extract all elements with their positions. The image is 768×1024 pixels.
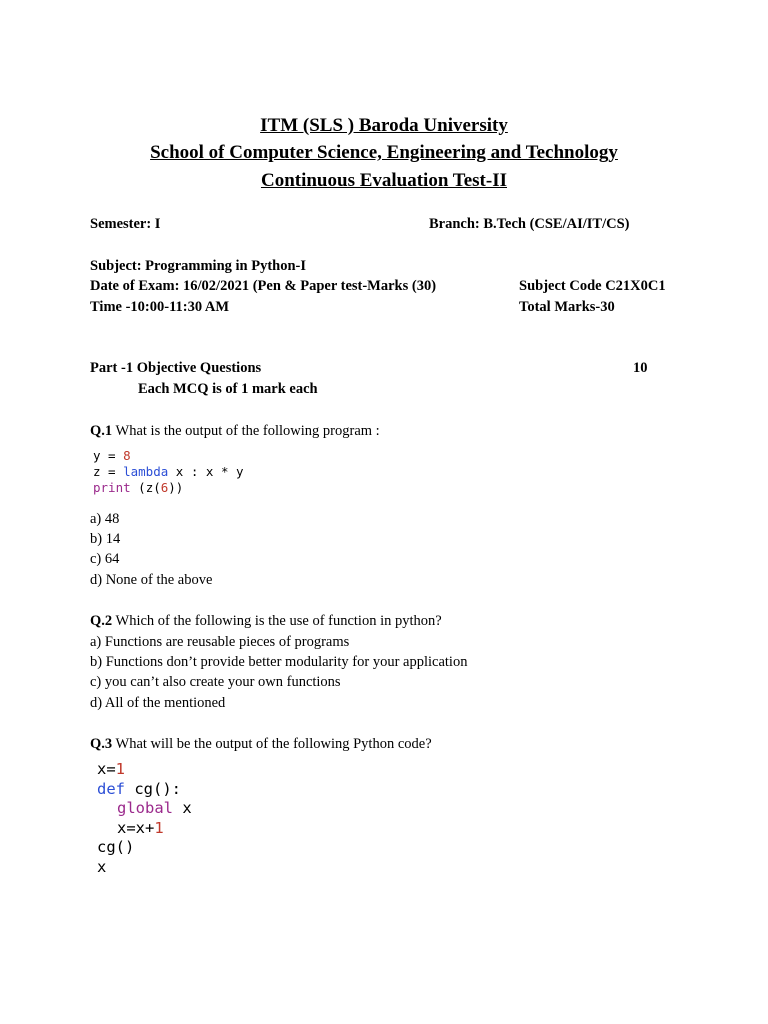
option-a: a) 48 [90,511,120,527]
subject-label: Subject: Programming in Python-I [90,258,307,274]
time-label: Time -10:00-11:30 AM [90,299,230,315]
code-line: x=1 [97,760,126,778]
question-text: Which of the following is the use of function in python? [112,613,442,629]
university-title: ITM (SLS ) Baroda University [260,115,508,136]
total-marks-label: Total Marks-30 [519,299,615,315]
code-line: global x [117,799,192,817]
option-d: d) None of the above [90,572,213,588]
option-a: a) Functions are reusable pieces of programs [90,634,350,650]
code-line: x=x+1 [117,818,164,837]
question-number: Q.2 [90,613,113,629]
question-2 [90,613,442,630]
option-b: b) 14 [90,531,121,547]
branch-label: Branch: B.Tech (CSE/AI/IT/CS) [429,216,630,232]
school-title: School of Computer Science, Engineering and Technology [150,142,618,163]
code-line: x [97,857,107,876]
part1-title: Part -1 Objective Questions [90,360,262,376]
question-text: What is the output of the following program : [112,423,380,439]
subject-code-label: Subject Code C21X0C1 [519,278,666,294]
semester-label: Semester: I [90,216,161,232]
code-block-q3 [97,760,192,877]
question-3 [90,736,432,753]
part1-marks: 10 [633,360,648,376]
exam-date-label: Date of Exam: 16/02/2021 (Pen & Paper test-Marks (30) [90,278,437,294]
code-line: y = 8 [93,448,131,463]
option-d: d) All of the mentioned [90,695,226,711]
option-c: c) you can’t also create your own functions [90,674,341,690]
question-1 [90,423,380,440]
code-line: z = lambda x : x * y [93,464,244,479]
code-line: cg() [97,838,135,856]
question-number: Q.1 [90,423,113,439]
question-text: What will be the output of the following Python code? [112,736,432,752]
code-block-q1 [93,448,244,496]
code-line: def cg(): [97,779,181,798]
code-line: print (z(6)) [93,480,184,495]
question-number: Q.3 [90,736,113,752]
option-b: b) Functions don’t provide better modularity for your application [90,654,468,670]
part1-note: Each MCQ is of 1 mark each [138,381,318,397]
option-c: c) 64 [90,551,120,567]
test-title: Continuous Evaluation Test-II [260,170,508,191]
